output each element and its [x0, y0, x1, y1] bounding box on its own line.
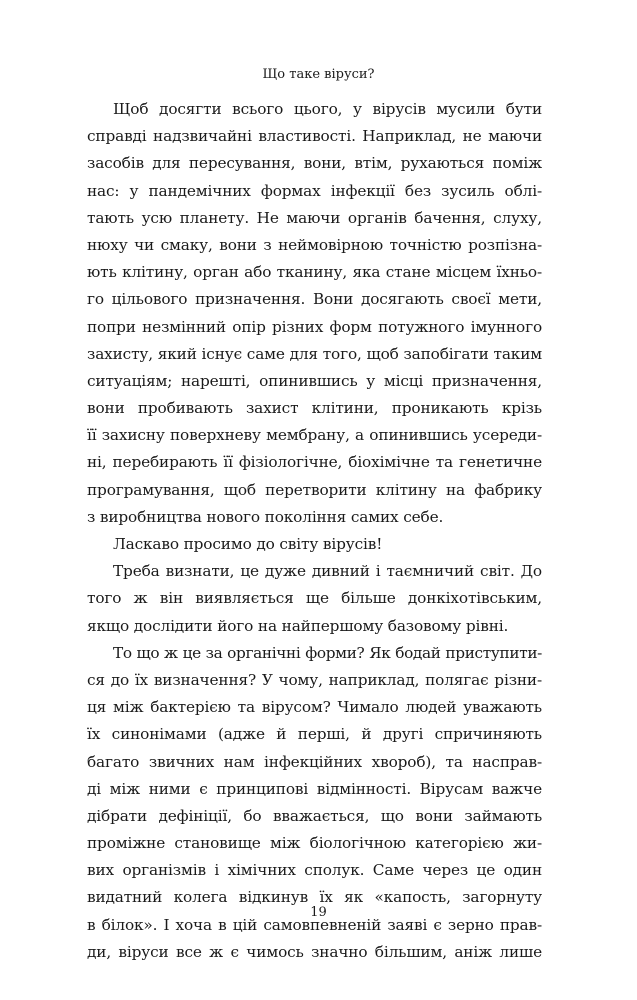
- text-line: вони пробивають захист клітини, проникають крізь: [87, 399, 542, 418]
- text-line: їх синонімами (адже й перші, й другі спричиняють: [87, 725, 542, 744]
- text-line: ся до їх визначення? У чому, наприклад, полягає різни-: [87, 670, 542, 689]
- text-line: ні, перебирають її фізіологічне, біохімічне та генетичне: [87, 453, 542, 472]
- text-line: Треба визнати, це дуже дивний і таємничий світ. До: [113, 562, 542, 581]
- text-line: То що ж це за органічні форми? Як бодай приступити-: [113, 643, 542, 662]
- text-line: ди, віруси все ж є чимось значно більшим, аніж лише: [87, 942, 542, 961]
- text-line: Ласкаво просимо до світу вірусів!: [113, 535, 383, 553]
- text-line: її захисну поверхневу мембрану, а опинившись усереди-: [87, 426, 542, 445]
- text-line: справді надзвичайні властивості. Наприклад, не маючи: [87, 127, 542, 146]
- text-line: якщо дослідити його на найпершому базовому рівні.: [87, 616, 509, 635]
- text-line: в білок». І хоча в цій самовпевненій заяві є зерно прав-: [87, 915, 542, 934]
- text-line: видатний колега відкинув їх як «капость, загорнуту: [87, 888, 542, 907]
- text-line: тають усю планету. Не маючи органів бачення, слуху,: [87, 208, 542, 227]
- text-line: з виробництва нового покоління самих себе.: [87, 507, 444, 526]
- page-number: 19: [310, 905, 327, 920]
- text-line: го цільового призначення. Вони досягають своєї мети,: [87, 290, 542, 309]
- text-line: ді між ними є принципові відмінності. Вірусам важче: [87, 779, 542, 798]
- text-line: дібрати дефініції, бо вважається, що вони займають: [87, 806, 542, 825]
- running-head: Що таке віруси?: [262, 67, 375, 82]
- text-line: нас: у пандемічних формах інфекції без зусиль облі-: [87, 181, 542, 200]
- text-line: ситуаціям; нарешті, опинившись у місці призначення,: [87, 371, 542, 390]
- text-line: нюху чи смаку, вони з неймовірною точністю розпізна-: [87, 235, 542, 254]
- text-line: вих організмів і хімічних сполук. Саме через це один: [87, 861, 542, 880]
- text-line: програмування, щоб перетворити клітину на фабрику: [87, 480, 542, 499]
- text-line: проміжне становище між біологічною категорією жи-: [87, 834, 542, 853]
- text-line: засобів для пересування, вони, втім, рухаються поміж: [87, 154, 542, 173]
- text-line: Щоб досягти всього цього, у вірусів мусили бути: [113, 100, 542, 118]
- text-line: того ж він виявляється ще більше донкіхотівським,: [87, 589, 542, 608]
- body-text: [87, 96, 542, 966]
- text-line: ця між бактерією та вірусом? Чимало людей уважають: [87, 698, 542, 717]
- text-line: ють клітину, орган або тканину, яка стане місцем їхньо-: [87, 263, 542, 282]
- text-line: попри незмінний опір різних форм потужного імунного: [87, 317, 542, 336]
- text-line: захисту, який існує саме для того, щоб запобігати таким: [87, 344, 542, 363]
- text-line: багато звичних нам інфекційних хвороб), та насправ-: [87, 752, 542, 771]
